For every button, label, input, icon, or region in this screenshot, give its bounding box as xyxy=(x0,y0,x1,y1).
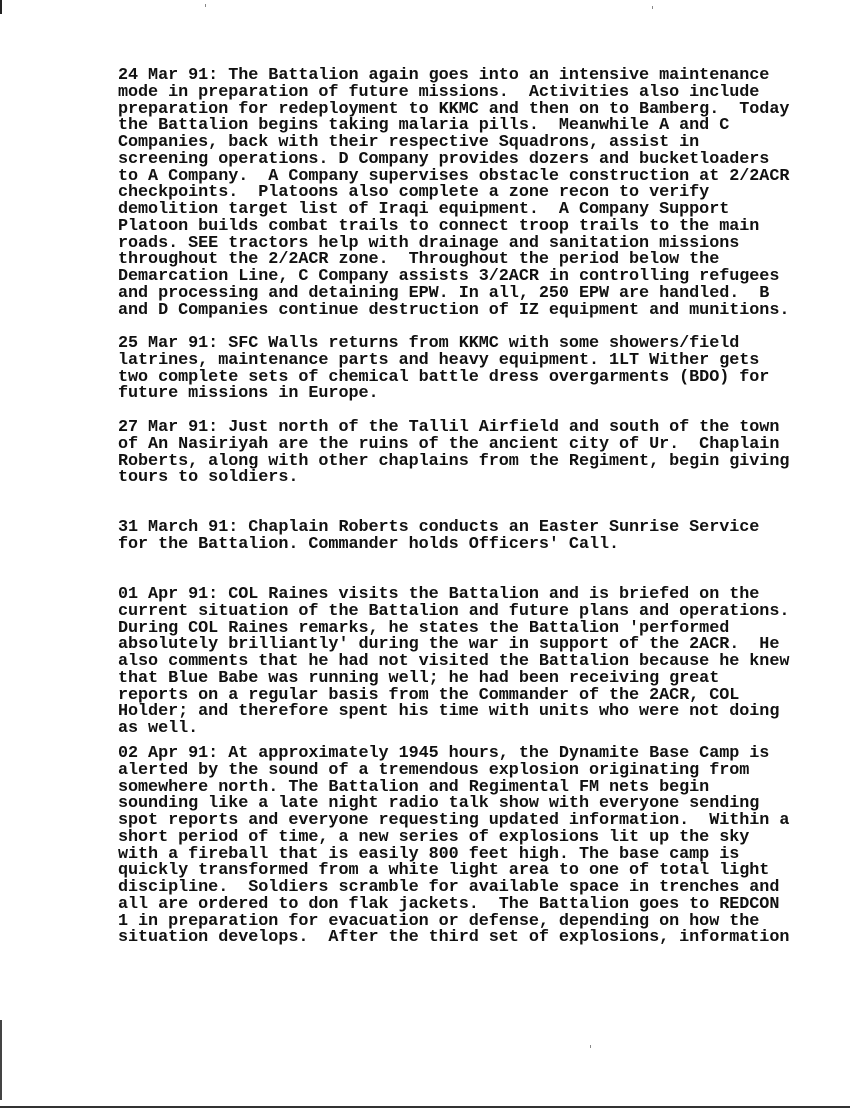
scan-speck xyxy=(590,1045,591,1048)
text-line: latrines, maintenance parts and heavy equipment. 1LT Wither gets xyxy=(118,350,760,370)
text-line: short period of time, a new series of explosions lit up the sky xyxy=(118,827,750,847)
scan-speck xyxy=(205,4,206,7)
text-line: demolition target list of Iraqi equipment. A Company Support xyxy=(118,200,730,219)
text-line: mode in preparation of future missions. Activities also include xyxy=(118,82,760,102)
text-line: somewhere north. The Battalion and Regimental FM nets begin xyxy=(118,777,710,797)
text-line: as well. xyxy=(118,719,199,738)
text-line: tours to soldiers. xyxy=(118,468,299,488)
text-line: future missions in Europe. xyxy=(118,384,379,404)
text-line: Roberts, along with other chaplains from the Regiment, begin giving xyxy=(118,451,790,471)
entry-24-mar-91 xyxy=(118,68,789,319)
text-line: for the Battalion. Commander holds Officers' Call. xyxy=(118,534,620,554)
text-line: situation develops. After the third set of explosions, information xyxy=(118,928,790,948)
entry-01-apr-91 xyxy=(118,587,789,738)
text-line: 1 in preparation for evacuation or defense, depending on how the xyxy=(118,911,760,931)
text-line: During COL Raines remarks, he states the Battalion 'performed xyxy=(118,618,730,638)
text-line: screening operations. D Company provides dozers and bucketloaders xyxy=(118,149,770,169)
text-line: absolutely brilliantly' during the war in support of the 2ACR. He xyxy=(118,635,780,655)
text-line: quickly transformed from a white light area to one of total light xyxy=(118,861,770,881)
text-line: 27 Mar 91: Just north of the Tallil Airfield and south of the town xyxy=(118,418,780,437)
text-line: to A Company. A Company supervises obstacle construction at 2/2ACR xyxy=(118,166,790,186)
text-line: two complete sets of chemical battle dress overgarments (BDO) for xyxy=(118,367,770,387)
text-line: and processing and detaining EPW. In all, 250 EPW are handled. B xyxy=(118,283,770,303)
text-line: Demarcation Line, C Company assists 3/2ACR in controlling refugees xyxy=(118,267,780,286)
text-line: checkpoints. Platoons also complete a zone recon to verify xyxy=(118,183,710,203)
text-line: discipline. Soldiers scramble for available space in trenches and xyxy=(118,878,780,897)
text-line: of An Nasiriyah are the ruins of the ancient city of Ur. Chaplain xyxy=(118,434,780,454)
text-line: 02 Apr 91: At approximately 1945 hours, the Dynamite Base Camp is xyxy=(118,744,770,763)
text-line: spot reports and everyone requesting updated information. Within a xyxy=(118,811,790,830)
entry-25-mar-91 xyxy=(118,336,769,403)
text-line: roads. SEE tractors help with drainage and sanitation missions xyxy=(118,233,740,253)
text-line: sounding like a late night radio talk show with everyone sending xyxy=(118,794,760,814)
text-line: 25 Mar 91: SFC Walls returns from KKMC with some showers/field xyxy=(118,334,740,353)
entry-02-apr-91 xyxy=(118,746,789,947)
scan-speck xyxy=(652,6,653,9)
text-line: 01 Apr 91: COL Raines visits the Battalion and is briefed on the xyxy=(118,585,760,604)
text-line: the Battalion begins taking malaria pills. Meanwhile A and C xyxy=(118,116,730,136)
text-line: preparation for redeployment to KKMC and then on to Bamberg. Today xyxy=(118,99,790,119)
scan-edge-mark xyxy=(0,1020,2,1100)
text-line: all are ordered to don flak jackets. The Battalion goes to REDCON xyxy=(118,894,780,914)
entry-31-mar-91 xyxy=(118,520,759,554)
scan-bottom-edge xyxy=(0,1106,850,1108)
text-line: also comments that he had not visited the Battalion because he knew xyxy=(118,652,790,671)
text-line: 31 March 91: Chaplain Roberts conducts an Easter Sunrise Service xyxy=(118,518,760,537)
entry-27-mar-91 xyxy=(118,420,789,487)
text-line: with a fireball that is easily 800 feet high. The base camp is xyxy=(118,844,740,864)
text-line: Platoon builds combat trails to connect troop trails to the main xyxy=(118,216,760,236)
text-line: current situation of the Battalion and future plans and operations. xyxy=(118,601,790,621)
text-line: Holder; and therefore spent his time with units who were not doing xyxy=(118,702,780,722)
text-line: Companies, back with their respective Squadrons, assist in xyxy=(118,133,700,152)
text-line: that Blue Babe was running well; he had been receiving great xyxy=(118,668,720,688)
scan-edge-mark xyxy=(0,0,2,14)
text-line: and D Companies continue destruction of IZ equipment and munitions. xyxy=(118,300,790,320)
text-line: throughout the 2/2ACR zone. Throughout the period below the xyxy=(118,250,720,270)
text-line: reports on a regular basis from the Commander of the 2ACR, COL xyxy=(118,685,740,705)
text-line: 24 Mar 91: The Battalion again goes into an intensive maintenance xyxy=(118,66,770,85)
text-line: alerted by the sound of a tremendous explosion originating from xyxy=(118,760,750,780)
